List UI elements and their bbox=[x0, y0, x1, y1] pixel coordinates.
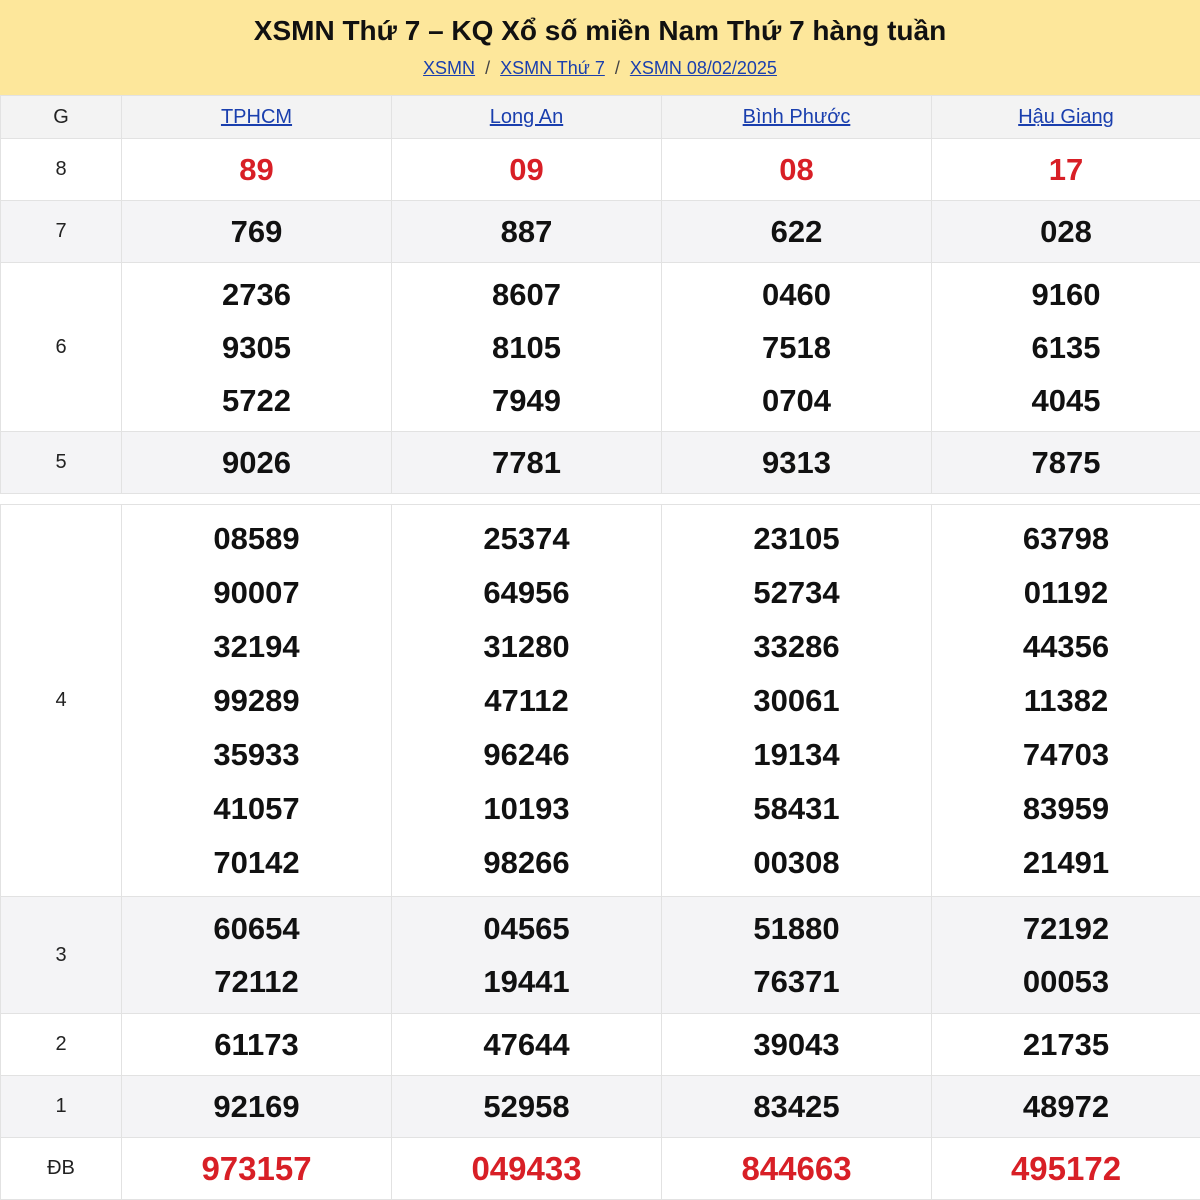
prize-number: 41057 bbox=[122, 782, 391, 836]
prize-cell bbox=[662, 897, 932, 1014]
prize-cell bbox=[932, 201, 1200, 263]
prize-number: 19441 bbox=[392, 955, 661, 1008]
prize-number: 99289 bbox=[122, 674, 391, 728]
breadcrumb-xsmn[interactable]: XSMN bbox=[423, 58, 475, 78]
prize-cell bbox=[392, 139, 662, 201]
province-header bbox=[662, 96, 932, 139]
breadcrumb-separator: / bbox=[485, 58, 490, 78]
prize-number: 0704 bbox=[662, 374, 931, 427]
table-row bbox=[1, 897, 1200, 1014]
prize-number: 96246 bbox=[392, 728, 661, 782]
prize-number: 04565 bbox=[392, 902, 661, 955]
prize-number: 00308 bbox=[662, 836, 931, 890]
spacer-cell bbox=[662, 494, 932, 505]
prize-number: 08589 bbox=[122, 512, 391, 566]
table-row bbox=[1, 139, 1200, 201]
province-link-binh-phuoc[interactable]: Bình Phước bbox=[743, 106, 851, 128]
table-row bbox=[1, 1014, 1200, 1076]
prize-number: 58431 bbox=[662, 782, 931, 836]
prize-number: 74703 bbox=[932, 728, 1200, 782]
prize-number: 72192 bbox=[932, 902, 1200, 955]
prize-number: 769 bbox=[122, 205, 391, 258]
prize-number: 9313 bbox=[662, 436, 931, 489]
prize-cell bbox=[932, 139, 1200, 201]
prize-number: 00053 bbox=[932, 955, 1200, 1008]
prize-label: 4 bbox=[1, 505, 122, 897]
prize-cell bbox=[392, 897, 662, 1014]
table-row bbox=[1, 263, 1200, 432]
prize-cell bbox=[662, 505, 932, 897]
prize-number: 7875 bbox=[932, 436, 1200, 489]
prize-number: 64956 bbox=[392, 566, 661, 620]
prize-number: 61173 bbox=[122, 1018, 391, 1071]
prize-number: 01192 bbox=[932, 566, 1200, 620]
prize-number: 47112 bbox=[392, 674, 661, 728]
prize-cell bbox=[932, 505, 1200, 897]
prize-number: 47644 bbox=[392, 1018, 661, 1071]
prize-cell bbox=[122, 201, 392, 263]
prize-number: 11382 bbox=[932, 674, 1200, 728]
prize-number: 72112 bbox=[122, 955, 391, 1008]
prize-number: 622 bbox=[662, 205, 931, 258]
prize-cell bbox=[122, 1138, 392, 1200]
prize-label: 8 bbox=[1, 139, 122, 201]
page-title: XSMN Thứ 7 – KQ Xổ số miền Nam Thứ 7 hàng tuần bbox=[0, 13, 1200, 49]
table-row bbox=[1, 201, 1200, 263]
prize-number: 70142 bbox=[122, 836, 391, 890]
prize-cell bbox=[392, 1076, 662, 1138]
prize-cell bbox=[662, 263, 932, 432]
prize-number: 48972 bbox=[932, 1080, 1200, 1133]
prize-number: 60654 bbox=[122, 902, 391, 955]
prize-cell bbox=[392, 1014, 662, 1076]
prize-number: 7781 bbox=[392, 436, 661, 489]
prize-label: 1 bbox=[1, 1076, 122, 1138]
prize-number: 63798 bbox=[932, 512, 1200, 566]
prize-cell bbox=[662, 139, 932, 201]
prize-cell bbox=[392, 263, 662, 432]
prize-number: 33286 bbox=[662, 620, 931, 674]
prize-cell bbox=[392, 1138, 662, 1200]
prize-number: 0460 bbox=[662, 268, 931, 321]
prize-number: 6135 bbox=[932, 321, 1200, 374]
prize-number: 32194 bbox=[122, 620, 391, 674]
prize-number: 08 bbox=[662, 143, 931, 196]
spacer-cell bbox=[392, 494, 662, 505]
prize-label: ĐB bbox=[1, 1138, 122, 1200]
prize-number: 30061 bbox=[662, 674, 931, 728]
prize-number: 98266 bbox=[392, 836, 661, 890]
prize-number: 90007 bbox=[122, 566, 391, 620]
prize-cell bbox=[122, 1014, 392, 1076]
prize-number: 44356 bbox=[932, 620, 1200, 674]
prize-number: 028 bbox=[932, 205, 1200, 258]
prize-number: 25374 bbox=[392, 512, 661, 566]
prize-cell bbox=[392, 201, 662, 263]
province-link-hau-giang[interactable]: Hậu Giang bbox=[1018, 106, 1114, 128]
province-header bbox=[392, 96, 662, 139]
prize-cell bbox=[122, 432, 392, 494]
table-row bbox=[1, 1076, 1200, 1138]
table-header-row bbox=[1, 96, 1200, 139]
prize-number: 76371 bbox=[662, 955, 931, 1008]
prize-cell bbox=[662, 1076, 932, 1138]
prize-cell bbox=[662, 432, 932, 494]
prize-cell bbox=[932, 263, 1200, 432]
prize-number: 21491 bbox=[932, 836, 1200, 890]
table-spacer bbox=[1, 494, 1200, 505]
prize-number: 9305 bbox=[122, 321, 391, 374]
prize-cell bbox=[662, 1138, 932, 1200]
prize-number: 049433 bbox=[392, 1142, 661, 1195]
prize-cell bbox=[932, 897, 1200, 1014]
prize-cell bbox=[662, 201, 932, 263]
breadcrumb-separator: / bbox=[615, 58, 620, 78]
table-row bbox=[1, 1138, 1200, 1200]
table-row bbox=[1, 432, 1200, 494]
prize-number: 8607 bbox=[392, 268, 661, 321]
prize-number: 31280 bbox=[392, 620, 661, 674]
prize-number: 09 bbox=[392, 143, 661, 196]
breadcrumb bbox=[0, 57, 1200, 79]
results-table bbox=[0, 95, 1200, 1200]
province-header bbox=[932, 96, 1200, 139]
prize-number: 844663 bbox=[662, 1142, 931, 1195]
table-row bbox=[1, 505, 1200, 897]
prize-cell bbox=[392, 432, 662, 494]
prize-label: 2 bbox=[1, 1014, 122, 1076]
prize-number: 89 bbox=[122, 143, 391, 196]
prize-number: 52958 bbox=[392, 1080, 661, 1133]
prize-number: 887 bbox=[392, 205, 661, 258]
prize-number: 10193 bbox=[392, 782, 661, 836]
province-link-long-an[interactable]: Long An bbox=[490, 106, 563, 128]
prize-cell bbox=[932, 1138, 1200, 1200]
prize-label: 5 bbox=[1, 432, 122, 494]
prize-number: 9160 bbox=[932, 268, 1200, 321]
prize-number: 17 bbox=[932, 143, 1200, 196]
prize-number: 7949 bbox=[392, 374, 661, 427]
breadcrumb-xsmn-date[interactable]: XSMN 08/02/2025 bbox=[630, 58, 777, 78]
prize-label: 3 bbox=[1, 897, 122, 1014]
prize-number: 52734 bbox=[662, 566, 931, 620]
prize-cell bbox=[392, 505, 662, 897]
prize-number: 7518 bbox=[662, 321, 931, 374]
prize-cell bbox=[662, 1014, 932, 1076]
province-link-tphcm[interactable]: TPHCM bbox=[221, 106, 292, 128]
spacer-cell bbox=[1, 494, 122, 505]
prize-number: 83959 bbox=[932, 782, 1200, 836]
prize-number: 5722 bbox=[122, 374, 391, 427]
prize-number: 39043 bbox=[662, 1018, 931, 1071]
prize-cell bbox=[122, 505, 392, 897]
prize-number: 83425 bbox=[662, 1080, 931, 1133]
prize-number: 23105 bbox=[662, 512, 931, 566]
prize-number: 495172 bbox=[932, 1142, 1200, 1195]
prize-number: 2736 bbox=[122, 268, 391, 321]
province-header bbox=[122, 96, 392, 139]
prize-number: 4045 bbox=[932, 374, 1200, 427]
prize-column-header: G bbox=[1, 96, 122, 139]
prize-cell bbox=[122, 263, 392, 432]
prize-label: 6 bbox=[1, 263, 122, 432]
prize-number: 19134 bbox=[662, 728, 931, 782]
prize-number: 9026 bbox=[122, 436, 391, 489]
spacer-cell bbox=[122, 494, 392, 505]
prize-number: 8105 bbox=[392, 321, 661, 374]
prize-label: 7 bbox=[1, 201, 122, 263]
prize-number: 92169 bbox=[122, 1080, 391, 1133]
prize-number: 51880 bbox=[662, 902, 931, 955]
prize-number: 973157 bbox=[122, 1142, 391, 1195]
prize-cell bbox=[122, 139, 392, 201]
prize-cell bbox=[122, 897, 392, 1014]
prize-cell bbox=[932, 1076, 1200, 1138]
prize-cell bbox=[932, 1014, 1200, 1076]
prize-cell bbox=[122, 1076, 392, 1138]
prize-number: 35933 bbox=[122, 728, 391, 782]
prize-number: 21735 bbox=[932, 1018, 1200, 1071]
prize-cell bbox=[932, 432, 1200, 494]
page-header bbox=[0, 0, 1200, 95]
spacer-cell bbox=[932, 494, 1200, 505]
breadcrumb-xsmn-thu-7[interactable]: XSMN Thứ 7 bbox=[500, 58, 605, 78]
